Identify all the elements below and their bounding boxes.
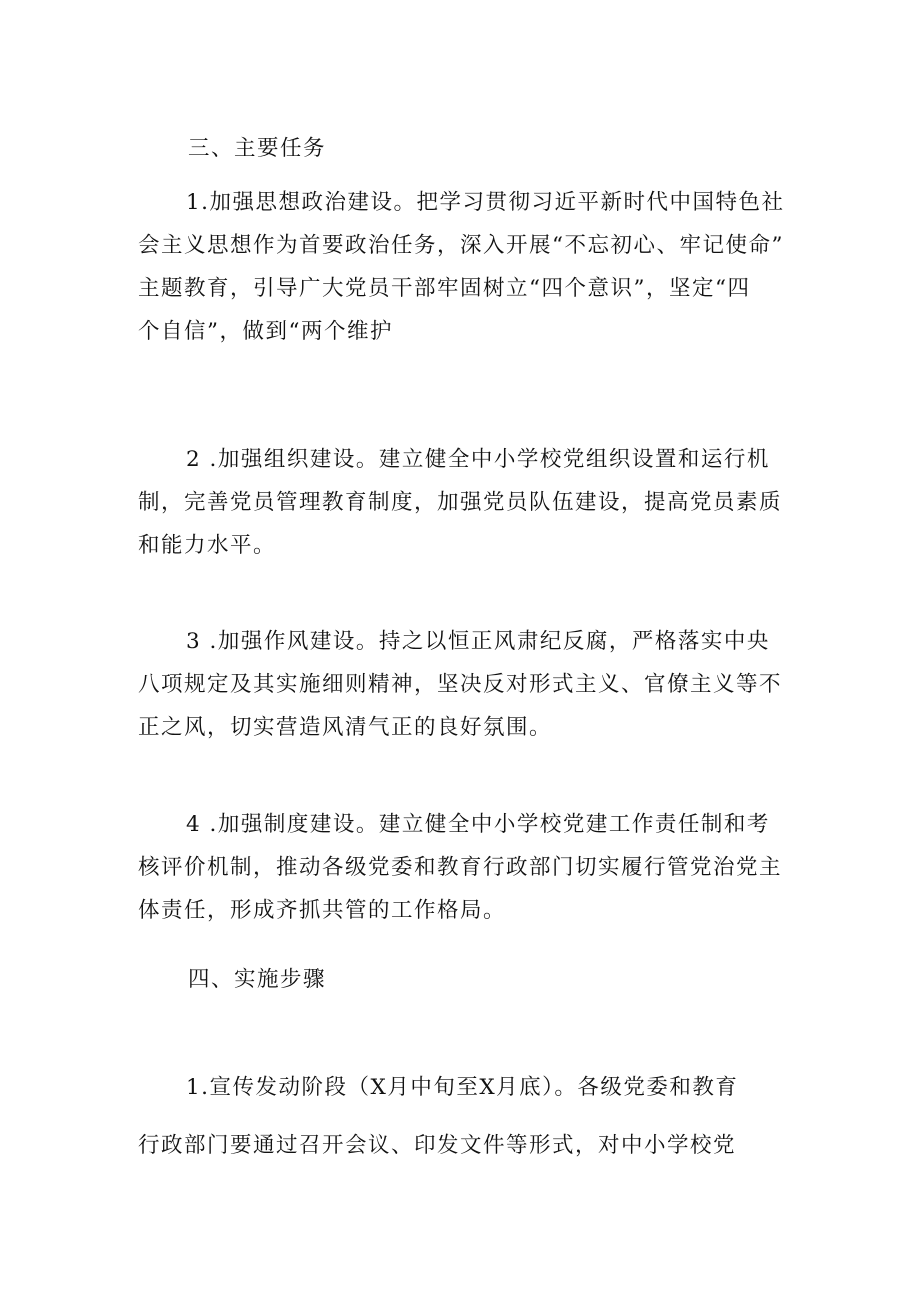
paragraph-line: 4 .加强制度建设。建立健全中小学校党建工作责任制和考 (186, 812, 770, 837)
paragraph-line: 3 .加强作风建设。持之以恒正风肃纪反腐，严格落实中央 (186, 629, 770, 654)
section-heading-main-tasks: 三、主要任务 (188, 136, 327, 161)
paragraph-ideological-building (138, 181, 788, 353)
paragraph-line: 体责任，形成齐抓共管的工作格局。 (138, 898, 507, 923)
paragraph-line: 和能力水平。 (138, 533, 277, 558)
paragraph-line: 1.加强思想政治建设。把学习贯彻习近平新时代中国特色社 (186, 190, 785, 215)
paragraph-line: 八项规定及其实施细则精神，坚决反对形式主义、官僚主义等不 (138, 672, 783, 697)
section-heading-implementation-steps: 四、实施步骤 (188, 967, 327, 992)
paragraph-line: 2 .加强组织建设。建立健全中小学校党组织设置和运行机 (186, 447, 770, 472)
paragraph-work-style-building (138, 620, 788, 749)
paragraph-line: 正之风，切实营造风清气正的良好氛围。 (138, 715, 553, 740)
paragraph-line: 1.宣传发动阶段（X月中旬至X月底）。各级党委和教育 (186, 1075, 739, 1100)
paragraph-publicity-stage (138, 1059, 788, 1175)
paragraph-line: 个自信”，做到“两个维护 (138, 319, 393, 344)
paragraph-line: 会主义思想作为首要政治任务，深入开展“不忘初心、牢记使命” (138, 233, 784, 258)
paragraph-line: 行政部门要通过召开会议、印发文件等形式，对中小学校党 (138, 1133, 737, 1158)
paragraph-system-building (138, 803, 788, 932)
paragraph-organization-building (138, 438, 788, 567)
paragraph-line: 主题教育，引导广大党员干部牢固树立“四个意识”，坚定“四 (138, 276, 751, 301)
paragraph-line: 核评价机制，推动各级党委和教育行政部门切实履行管党治党主 (138, 855, 783, 880)
paragraph-line: 制，完善党员管理教育制度，加强党员队伍建设，提高党员素质 (138, 490, 783, 515)
